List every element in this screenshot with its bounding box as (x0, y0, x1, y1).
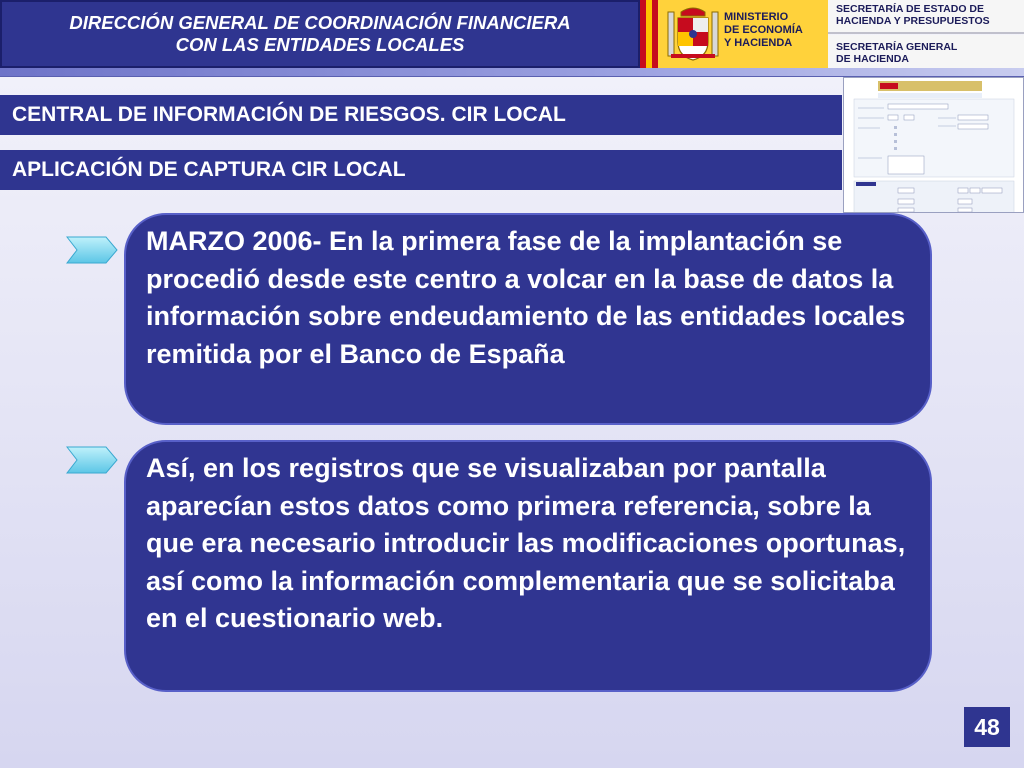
page-number: 48 (964, 707, 1010, 747)
header-divider (0, 68, 1024, 77)
bullet-text-box: Así, en los registros que se visualizaban por pantalla aparecían estos datos como primera referencia, sobre la que era necesario introducir las modificaciones oportunas, así como la información complementaria que se solicitaba en el cuestionario web. (124, 440, 932, 692)
bullet-text-box: MARZO 2006- En la primera fase de la implantación se procedió desde este centro a volcar en la base de datos la información sobre endeudamiento de las entidades locales remitida por el Banco de España (124, 213, 932, 425)
slide-header (0, 0, 1024, 70)
section-title: CENTRAL DE INFORMACIÓN DE RIESGOS. CIR LOCAL (0, 95, 842, 135)
spain-coat-of-arms-icon (666, 4, 720, 64)
secretaria-general (828, 35, 1024, 68)
form-screenshot-image (844, 78, 1024, 213)
directorate-title (0, 0, 640, 68)
cir-local-form-screenshot (843, 77, 1024, 213)
directorate-title-line1: DIRECCIÓN GENERAL DE COORDINACIÓN FINANCIERA (69, 12, 571, 33)
chevron-arrow-icon (66, 446, 118, 474)
secretaria-estado-line2: HACIENDA Y PRESUPUESTOS (836, 15, 990, 27)
ministry-line2: DE ECONOMÍA (724, 24, 803, 36)
secretaria-general-line1: SECRETARÍA GENERAL (836, 41, 958, 53)
spanish-flag-strip (640, 0, 658, 68)
ministry-name (724, 11, 803, 50)
ministry-line3: Y HACIENDA (724, 37, 793, 49)
secretaria-estado (828, 0, 1024, 34)
ministry-line1: MINISTERIO (724, 11, 789, 23)
secretaria-general-line2: DE HACIENDA (836, 53, 909, 65)
ministry-logo (658, 0, 828, 68)
directorate-title-line2: CON LAS ENTIDADES LOCALES (175, 34, 465, 55)
secretaria-estado-line1: SECRETARÍA DE ESTADO DE (836, 3, 984, 15)
subsection-title: APLICACIÓN DE CAPTURA CIR LOCAL (0, 150, 842, 190)
chevron-arrow-icon (66, 236, 118, 264)
